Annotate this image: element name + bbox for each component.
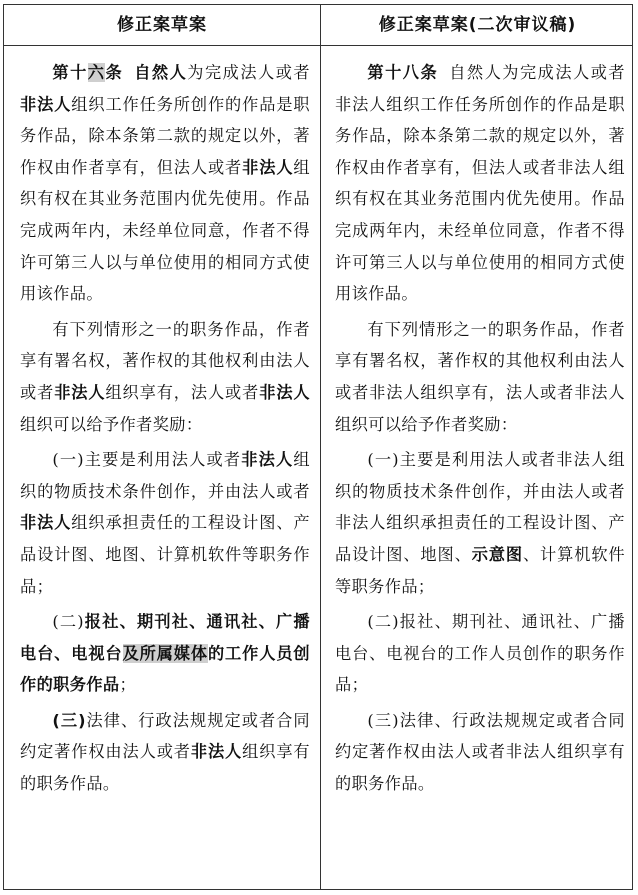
- highlighted-number: 六: [87, 63, 106, 82]
- left-column-header: 修正案草案: [117, 15, 207, 35]
- comparison-table: [3, 4, 633, 890]
- bold-term: 示意图: [471, 544, 523, 564]
- right-item-1: (一)主要是利用法人或者非法人组织的物质技术条件创作，并由法人或者非法人组织承担责任的工程设计图、产品设计图、地图、示意图、计算机软件等职务作品；: [335, 450, 625, 596]
- bold-term: 非法人: [190, 742, 243, 762]
- bold-term: 非法人: [20, 513, 72, 533]
- left-article-paragraph: 第十六条 自然人为完成法人或者非法人组织工作任务所创作的作品是职务作品，除本条第二款的规定以外，著作权由作者享有，但法人或者非法人组织有权在其业务范围内优先使用。作品完成两年内，未经单位同意，作者不得许可第三人以与单位使用的相同方式使用该作品。: [20, 63, 310, 304]
- left-article-number: 第十六条: [52, 63, 124, 82]
- bold-term: 非法人: [242, 157, 294, 177]
- bold-phrase: 的工作人员创作的职务作品: [20, 643, 310, 695]
- bold-term: 自然人: [133, 63, 188, 82]
- bold-term: 非法人: [259, 382, 310, 402]
- right-column-header: 修正案草案(二次审议稿): [378, 15, 577, 35]
- right-article-number: 第十八条: [367, 63, 439, 82]
- right-paragraph-2: 有下列情形之一的职务作品，作者享有署名权，著作权的其他权利由法人或者非法人组织享有，法人或者非法人组织可以给予作者奖励：: [335, 319, 625, 434]
- highlighted-phrase: 及所属媒体: [122, 643, 208, 663]
- left-item-2: (二)报社、期刊社、通讯社、广播电台、电视台及所属媒体的工作人员创作的职务作品；: [20, 612, 310, 695]
- left-paragraph-2: 有下列情形之一的职务作品，作者享有署名权，著作权的其他权利由法人或者非法人组织享有，法人或者非法人组织可以给予作者奖励：: [20, 319, 310, 434]
- right-item-3: (三)法律、行政法规规定或者合同约定著作权由法人或者非法人组织享有的职务作品。: [335, 710, 625, 794]
- right-article-paragraph: 第十八条 自然人为完成法人或者非法人组织工作任务所创作的作品是职务作品，除本条第二款的规定以外，著作权由作者享有，但法人或者非法人组织有权在其业务范围内优先使用。作品完成两年内，未经单位同意，作者不得许可第三人以与单位使用的相同方式使用该作品。: [335, 63, 625, 304]
- bold-marker: (三): [52, 710, 86, 730]
- bold-term: 非法人: [54, 382, 106, 402]
- left-item-3: (三)法律、行政法规规定或者合同约定著作权由法人或者非法人组织享有的职务作品。: [20, 710, 311, 794]
- column-divider: [320, 5, 321, 889]
- bold-phrase: 报社、期刊社、通讯社、广播电台、电视台: [20, 612, 310, 663]
- header-divider: [4, 45, 632, 46]
- right-item-2: (二)报社、期刊社、通讯社、广播电台、电视台的工作人员创作的职务作品；: [335, 612, 625, 695]
- bold-term: 非法人: [241, 450, 294, 470]
- left-item-1: (一)主要是利用法人或者非法人组织的物质技术条件创作，并由法人或者非法人组织承担责任的工程设计图、产品设计图、地图、计算机软件等职务作品；: [20, 450, 310, 596]
- bold-term: 非法人: [20, 94, 72, 114]
- right-column-body: [335, 57, 625, 800]
- left-column-body: [20, 57, 310, 800]
